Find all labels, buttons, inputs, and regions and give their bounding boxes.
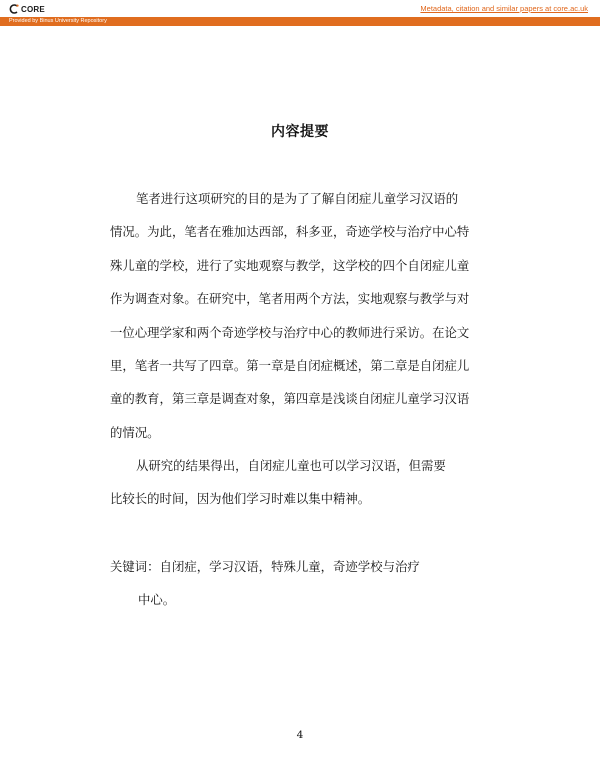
paragraph-line: 作为调查对象。在研究中，笔者用两个方法，实地观察与教学与对 — [110, 291, 470, 307]
keywords-line: 中心。 — [138, 592, 176, 607]
keywords-block — [110, 558, 420, 624]
paragraph-line: 笔者进行这项研究的目的是为了了解自闭症儿童学习汉语的 — [136, 191, 459, 206]
core-logo[interactable] — [8, 2, 45, 16]
paragraph-line: 里，笔者一共写了四章。第一章是自闭症概述，第二章是自闭症儿 — [110, 357, 470, 373]
paragraph-line: 殊儿童的学校，进行了实地观察与教学，这学校的四个自闭症儿童 — [110, 257, 470, 273]
paragraph-line: 童的教育，第三章是调查对象，第四章是浅谈自闭症儿童学习汉语 — [110, 391, 470, 407]
abstract-paragraph-1 — [110, 190, 500, 457]
paragraph-line: 一位心理学家和两个奇迹学校与治疗中心的教师进行采访。在论文 — [110, 324, 470, 340]
paragraph-line: 比较长的时间，因为他们学习时难以集中精神。 — [110, 491, 371, 507]
abstract-paragraph-2 — [110, 457, 500, 524]
paragraph-line: 的情况。 — [110, 424, 160, 440]
abstract-title: 内容提要 — [271, 124, 329, 140]
paragraph-line: 从研究的结果得出，自闭症儿童也可以学习汉语，但需要 — [136, 458, 446, 473]
repository-bar — [0, 17, 600, 26]
core-header-bar — [0, 0, 600, 17]
paragraph-line: 情况。为此，笔者在雅加达西部，科多亚，奇迹学校与治疗中心特 — [110, 224, 470, 240]
core-logo-text: CORE — [21, 4, 45, 14]
core-metadata-link[interactable]: Metadata, citation and similar papers at core.ac.uk — [420, 4, 588, 13]
core-logo-icon — [8, 3, 20, 15]
repository-text[interactable]: Provided by Binus University Repository — [9, 18, 107, 24]
page-number: 4 — [296, 729, 304, 741]
keywords-line: 关键词：自闭症，学习汉语，特殊儿童，奇迹学校与治疗 — [110, 559, 420, 574]
